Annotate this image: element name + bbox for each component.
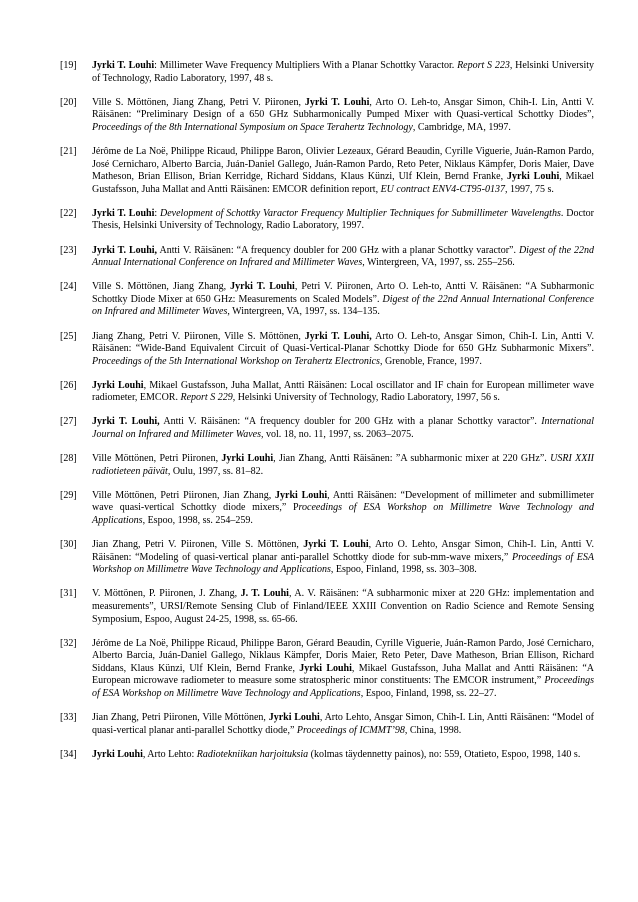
reference-segment: , Wintergreen, VA, 1997, ss. 255–256. [362, 257, 515, 269]
reference-segment: (kolmas täydennetty painos), no: 559, Otatieto, Espoo, 1998, 140 s. [308, 748, 581, 760]
reference-segment: V. Möttönen, P. Piironen, J. Zhang, [92, 588, 241, 600]
author-highlight: Jyrki Louhi [92, 748, 143, 760]
reference-segment: , Mikael Gustafsson, Juha Mallat and Antti Räisänen: EMCOR definition report, [92, 171, 594, 195]
publication-title: Radiotekniikan harjoituksia [196, 748, 309, 760]
reference-number: [32] [60, 637, 77, 649]
reference-item [60, 97, 594, 135]
reference-segment: Ville Möttönen, Petri Piironen, Jian Zhang, [92, 489, 276, 501]
reference-text [92, 380, 594, 405]
author-highlight: Jyrki Louhi [299, 662, 352, 674]
reference-segment: , China, 1998. [404, 724, 462, 736]
reference-segment: , Mikael Gustafsson, Juha Mallat, Antti Räisänen: Local oscillator and IF chain for European millimeter wave radiometer, EMCOR. [92, 379, 594, 404]
author-highlight: J. T. Louhi [240, 588, 289, 600]
reference-segment: . Doctor Thesis, Helsinki University of Technology, Radio Laboratory, 1997. [92, 207, 594, 232]
reference-item [60, 638, 594, 701]
reference-segment: 1997, 75 s. [507, 183, 554, 195]
reference-text [92, 60, 594, 85]
reference-text [92, 749, 594, 762]
reference-segment: , Grenoble, France, 1997. [379, 355, 482, 367]
reference-segment: , Antti Räisänen: “Development of millimeter and submillimeter wave quasi-vertical Schottky diode mixers,” P [92, 489, 594, 514]
reference-segment: : Millimeter Wave Frequency Multipliers With a Planar Schottky Varactor. [154, 60, 458, 71]
reference-item [60, 331, 594, 369]
reference-segment: Jérôme de La Noë, Philippe Ricaud, Philippe Baron, Gérard Beaudin, Cyrille Viguerie, Juán-Ramon Pardo, José Cernicharo, Alberto Barcia, Juán-Daniel Gallego, Niklaus Kämpfer, Doris Maier, Reto Peter, Dave Matheson, Brian Ellison, Richard Siddans, Klaus Künzi, Ulf Klein, Bernd Franke, [92, 637, 594, 674]
reference-segment: , Oulu, 1997, ss. 81–82. [167, 465, 264, 477]
reference-segment: , Helsinki University of Technology, Radio Laboratory, 1997, 48 s. [92, 60, 595, 84]
reference-item [60, 490, 594, 528]
publication-title: Digest of the 22nd Annual International Conference on Infrared and Millimeter Waves [92, 293, 594, 318]
author-highlight: Jyrki Louhi [92, 379, 144, 391]
publication-title: Report S 229 [180, 392, 233, 404]
reference-number: [25] [60, 330, 77, 342]
reference-segment: Ville S. Möttönen, Jiang Zhang, [92, 281, 231, 293]
reference-segment: , Espoo, Finland, 1998, ss. 22–27. [360, 688, 497, 700]
reference-segment: , Arto Lehto: [142, 748, 197, 760]
reference-item [60, 60, 594, 85]
reference-number: [20] [60, 96, 77, 108]
reference-text [92, 331, 594, 369]
author-highlight: Jyrki Louhi [506, 171, 560, 183]
reference-segment: , Jian Zhang, Antti Räisänen: ”A subharmonic mixer at 220 GHz”. [273, 453, 551, 465]
reference-text [92, 208, 594, 233]
publication-title: USRI XXII radiotieteen päivät [92, 453, 594, 477]
publication-title: Digest of the 22nd Annual International Conference on Infrared and Millimeter Waves [92, 244, 594, 269]
publication-title: roceedings of ESA Workshop on Millimetre Wave Technology and Applications [92, 502, 594, 527]
author-highlight: Jyrki Louhi [268, 712, 320, 724]
reference-text [92, 453, 594, 478]
reference-segment: Jiang Zhang, Petri V. Piironen, Ville S. Möttönen, [92, 330, 305, 342]
reference-segment: , A. V. Räisänen: “A subharmonic mixer at 220 GHz: implementation and measurements”, URSI/Remote Sensing Club of Finland/IEEE XXIII Convention on Radio Science and Remote Sensing Symposium, Espoo, August 24-25, 1998, ss. 65-66. [92, 588, 594, 625]
publication-title: Proceedings of ICMMT’98 [296, 724, 405, 736]
reference-item [60, 712, 594, 737]
reference-segment: Arto O. Leh-to, Ansgar Simon, Chih-I. Lin, Antti V. Räisänen: “Wide-Band Equivalent Circuit of Quasi-Vertical-Planar Schottky Diode for 650 GHz Subharmonic Mixers”. [92, 330, 594, 355]
reference-segment: Jian Zhang, Petri V. Piironen, Ville S. Möttönen, [92, 539, 304, 551]
author-highlight: Jyrki T. Louhi [92, 207, 155, 219]
reference-number: [23] [60, 244, 77, 256]
publication-title: EU contract ENV4-CT95-0137, [380, 183, 508, 195]
reference-segment: : [154, 207, 161, 219]
reference-list [60, 60, 594, 761]
reference-number: [30] [60, 539, 77, 551]
reference-segment: Antti V. Räisänen: “A frequency doubler for 200 GHz with a planar Schottky varactor”. [159, 416, 542, 428]
reference-segment: , Wintergreen, VA, 1997, ss. 134–135. [227, 306, 380, 318]
author-highlight: Jyrki T. Louhi, [304, 330, 372, 342]
reference-text [92, 539, 594, 577]
reference-number: [28] [60, 453, 77, 465]
reference-item [60, 380, 594, 405]
reference-item [60, 588, 594, 626]
publication-title: International Journal on Infrared and Millimeter Waves, [92, 416, 594, 441]
reference-number: [24] [60, 281, 77, 293]
reference-segment: , Espoo, 1998, ss. 254–259. [142, 515, 253, 527]
reference-segment: , Arto O. Leh-to, Ansgar Simon, Chih-I. Lin, Antti V. Räisänen: “Preliminary Design of a 650 GHz Subharmonically Pumped Mixer with Quasi-vertical Schottky Diodes”, [92, 96, 595, 121]
author-highlight: Jyrki T. Louhi [304, 96, 370, 108]
reference-segment: , Espoo, Finland, 1998, ss. 303–308. [330, 564, 477, 576]
reference-item [60, 416, 594, 441]
reference-number: [34] [60, 748, 77, 760]
reference-segment: Ville Möttönen, Petri Piironen, [92, 453, 222, 465]
publication-title: Development of Schottky Varactor Frequency Multiplier Techniques for Submillimeter Wavelengths [160, 207, 561, 219]
publication-title: Proceedings of the 8th International Symposium on Space Terahertz Technology [92, 121, 413, 133]
reference-text [92, 712, 594, 737]
reference-number: [27] [60, 416, 77, 428]
reference-text [92, 281, 594, 319]
reference-number: [19] [60, 60, 77, 71]
reference-segment: , Petri V. Piironen, Arto O. Leh-to, Antti V. Räisänen: “A Subharmonic Schottky Diode Mixer at 650 GHz: Measurements on Scaled Models”. [92, 281, 595, 305]
author-highlight: Jyrki T. Louhi [230, 281, 295, 293]
publication-title: Proceedings of the 5th International Workshop on Terahertz Electronics [92, 355, 380, 367]
reference-number: [31] [60, 588, 77, 600]
reference-item [60, 245, 594, 270]
publication-title: Proceedings of ESA Workshop on Millimetre Wave Technology and Applications [92, 675, 594, 700]
reference-number: [22] [60, 207, 77, 219]
reference-item [60, 146, 594, 196]
reference-item [60, 539, 594, 577]
reference-text [92, 245, 594, 270]
reference-text [92, 638, 594, 701]
reference-number: [21] [60, 145, 77, 157]
reference-segment: Jérôme de La Noë, Philippe Ricaud, Philippe Baron, Olivier Lezeaux, Gérard Beaudin, Cyrille Viguerie, Juán-Ramon Pardo, José Cernicharo, Alberto Barcia, Juán-Daniel Gallego, Juán-Ramon Pardo, Reto Peter, Niklaus Kämpfer, Doris Maier, Dave Matheson, Brian Ellison, Brian Kerridge, Richard Siddans, Klaus Künzi, Ulf Klein, Bernd Franke, [92, 145, 594, 183]
reference-text [92, 416, 594, 441]
reference-segment: , Mikael Gustafsson, Juha Mallat and Antti Räisänen: “A European microwave radiometer to measure some stratospheric minor constituents: The EMCOR instrument,” [92, 662, 594, 687]
reference-item [60, 453, 594, 478]
reference-item [60, 281, 594, 319]
author-highlight: Jyrki Louhi [221, 453, 274, 465]
reference-item [60, 208, 594, 233]
reference-segment: Ville S. Möttönen, Jiang Zhang, Petri V. Piironen, [92, 96, 305, 108]
reference-number: [33] [60, 712, 77, 724]
author-highlight: Jyrki T. Louhi [303, 539, 369, 551]
publication-title: Proceedings of ESA Workshop on Millimetre Wave Technology and Applications [92, 551, 594, 576]
reference-number: [29] [60, 489, 77, 501]
publication-title: Report S 223 [457, 60, 510, 71]
reference-item [60, 749, 594, 762]
reference-segment: vol. 18, no. 11, 1997, ss. 2063–2075. [263, 429, 414, 441]
reference-segment: , Arto O. Lehto, Ansgar Simon, Chih-I. Lin, Antti V. Räisänen: “Modeling of quasi-vertical planar anti-parallel Schottky diode for sub-mm-wave mixers,” [92, 539, 594, 563]
reference-text [92, 97, 594, 135]
author-highlight: Jyrki Louhi [275, 489, 328, 501]
reference-segment: , Cambridge, MA, 1997. [412, 121, 511, 133]
reference-segment: , Arto Lehto, Ansgar Simon, Chih-I. Lin, Antti Räisänen: “Model of quasi-vertical planar anti-parallel Schottky diode,” [92, 712, 594, 736]
reference-segment: Jian Zhang, Petri Piironen, Ville Möttönen, [92, 712, 269, 724]
author-highlight: Jyrki T. Louhi, [92, 416, 160, 428]
reference-text [92, 588, 594, 626]
author-highlight: Jyrki T. Louhi [92, 60, 155, 71]
reference-segment: , Helsinki University of Technology, Radio Laboratory, 1997, 56 s. [232, 392, 500, 404]
author-highlight: Jyrki T. Louhi, [92, 244, 158, 256]
reference-number: [26] [60, 379, 77, 391]
reference-text [92, 146, 594, 196]
reference-text [92, 490, 594, 528]
reference-segment: Antti V. Räisänen: “A frequency doubler for 200 GHz with a planar Schottky varactor”. [157, 244, 519, 256]
